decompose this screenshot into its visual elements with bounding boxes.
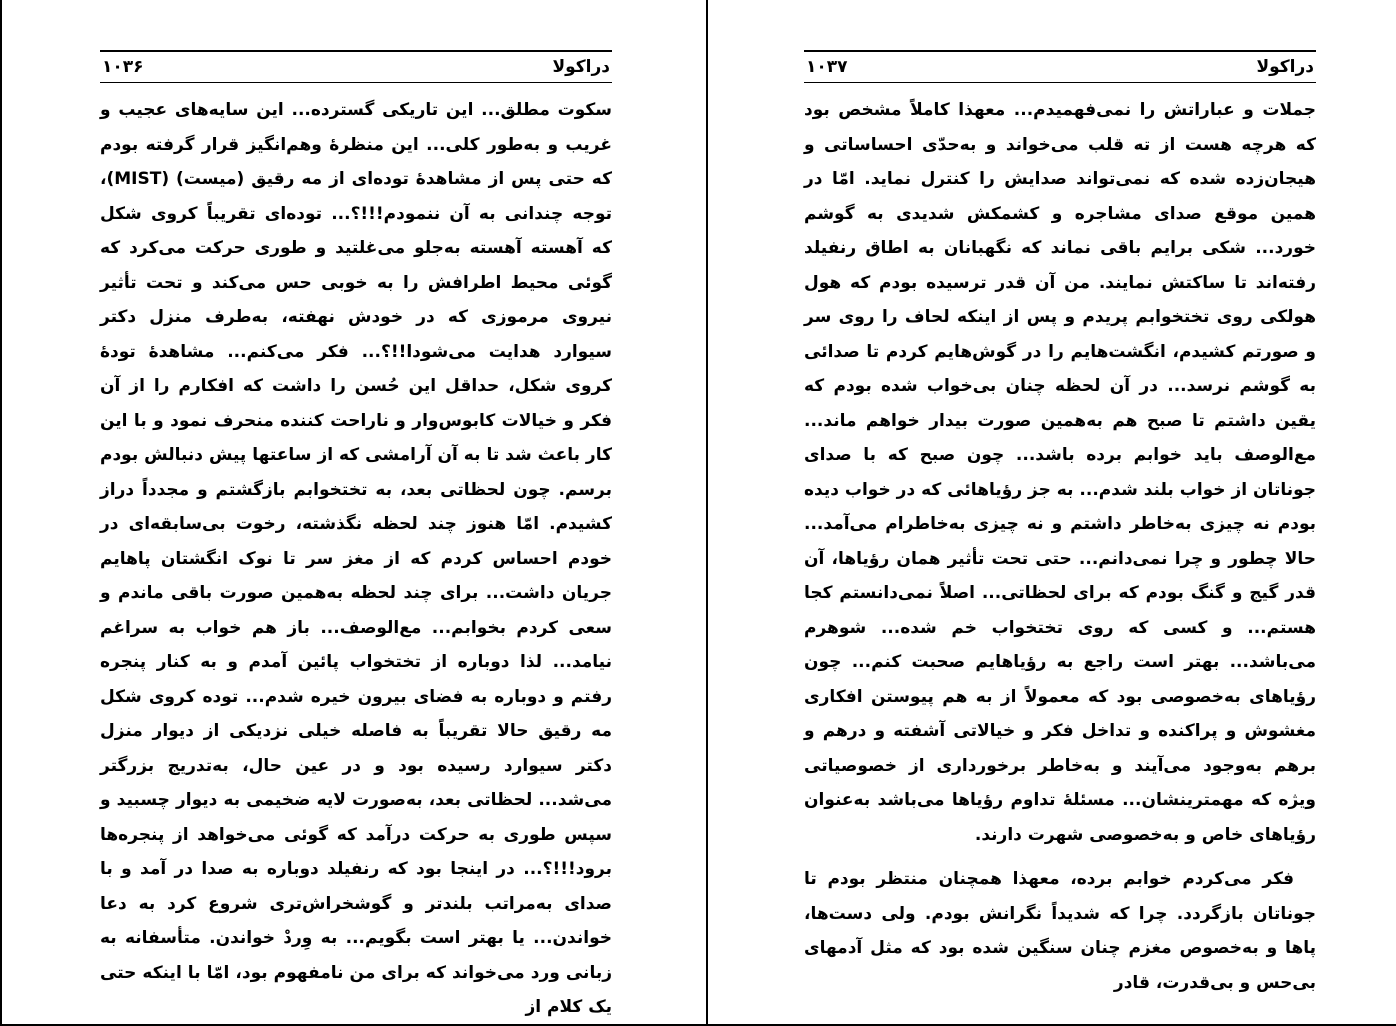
right-page-paragraph-2: فکر می‌کردم خوابم برده، معهذا همچنان منتظر بودم تا جوناتان بازگردد. چرا که شدیداً نگرانش بودم. ولی دست‌ها، پاها و به‌خصوص مغزم چنان سنگین شده بود که مثل آدمهای بی‌حس و بی‌قدرت، قادر [804, 869, 1316, 993]
right-page [804, 50, 1316, 1000]
right-page-number: ۱۰۳۷ [806, 57, 848, 77]
right-page-paragraph-1: جملات و عباراتش را نمی‌فهمیدم... معهذا کاملاً مشخص بود که هرچه هست از ته قلب می‌خواند و به‌حدّی احساساتی و هیجان‌زده شده که نمی‌تواند صدایش را کنترل نماید. امّا در همین موقع صدای مشاجره و کشمکش شدیدی به گوشم خورد... شکی برایم باقی نماند که نگهبانان به اطاق رنفیلد رفته‌اند تا ساکتش نمایند. من آن قدر ترسیده بودم که هول هولکی روی تختخوابم پریدم و پس از اینکه لحاف را روی سر و صورتم کشیدم، انگشت‌هایم را در گوش‌هایم کردم تا صدائی به گوشم نرسد... در آن لحظه چنان بی‌خواب شده بودم که یقین داشتم تا صبح هم به‌همین صورت بیدار خواهم ماند... مع‌الوصف باید خوابم برده باشد... چون صبح که با صدای جوناتان از خواب بلند شدم... به جز رؤیاهائی که در خواب دیده بودم نه چیزی به‌خاطر داشتم و نه چیزی به‌خاطرام می‌آمد... حالا چطور و چرا نمی‌دانم... حتی تحت تأثیر همان رؤیاها، آن قدر گیج و گنگ بودم که برای لحظاتی... اصلاً نمی‌دانستم کجا هستم... و کسی که روی تختخواب خم شده... شوهرم می‌باشد... بهتر است راجع به رؤیاهایم صحبت کنم... چون رؤیاهای به‌خصوصی بود که معمولاً از به هم پیوستن افکاری مغشوش و پراکنده و تداخل فکر و خیالاتی آشفته و درهم و برهم به‌وجود می‌آیند و به‌خاطر برخورداری از خصوصیاتی ویژه که مهمترینشان... مسئلهٔ تداوم رؤیاها می‌باشد به‌عنوان رؤیاهای خاص و به‌خصوصی شهرت دارند. [804, 100, 1316, 845]
left-page-running-title: دراکولا [552, 57, 610, 77]
book-spine [706, 0, 708, 1026]
left-page-header [100, 50, 612, 83]
left-page-body [100, 93, 612, 1025]
right-page-body [804, 93, 1316, 1000]
left-page-number: ۱۰۳۶ [102, 57, 144, 77]
left-page-paragraph-1: سکوت مطلق... این تاریکی گسترده... این سایه‌های عجیب و غریب و به‌طور کلی... این منظرهٔ وهم‌انگیز قرار گرفته بودم که حتی پس از مشاهدهٔ توده‌ای از مه رقیق (میست) (MIST)، توجه چندانی به آن ننمودم!!!؟... توده‌ای تقریباً کروی شکل که آهسته آهسته به‌جلو می‌غلتید و طوری حرکت می‌کرد که گوئی محیط اطرافش را به خوبی حس می‌کند و تحت تأثیر نیروی مرموزی که در خودش نهفته، به‌طرف منزل دکتر سیوارد هدایت می‌شودا!!؟... فکر می‌کنم... مشاهدهٔ تودهٔ کروی شکل، حداقل این حُسن را داشت که افکارم را از آن فکر و خیالات کابوس‌وار و ناراحت کننده منحرف نمود و با این کار باعث شد تا به آن آرامشی که از ساعتها پیش دنبالش بودم برسم. چون لحظاتی بعد، به تختخوابم بازگشتم و مجدداً دراز کشیدم. امّا هنوز چند لحظه نگذشته، رخوت بی‌سابقه‌ای در خودم احساس کردم که از مغز سر تا نوک انگشتان پاهایم جریان داشت... برای چند لحظه به‌همین صورت باقی ماندم و سعی کردم بخوابم... مع‌الوصف... باز هم خواب به سراغم نیامد... لذا دوباره از تختخواب پائین آمدم و به کنار پنجره رفتم و دوباره به فضای بیرون خیره شدم... توده کروی شکل مه رقیق حالا تقریباً به فاصله خیلی نزدیکی از دیوار منزل دکتر سیوارد رسیده بود و در عین حال، به‌تدریج بزرگتر می‌شد... لحظاتی بعد، به‌صورت لایه ضخیمی به دیوار چسبید و سپس طوری به حرکت درآمد که گوئی می‌خواهد از پنجره‌ها برود!!!؟... در اینجا بود که رنفیلد دوباره به صدا در آمد و با صدای به‌مراتب بلندتر و گوشخراش‌تری شروع کرد به دعا خواندن... یا بهتر است بگویم... به وِردْ خواندن. متأسفانه به زبانی ورد می‌خواند که برای من نامفهوم بود، امّا با اینکه حتی یک کلام از [100, 100, 612, 1017]
right-page-running-title: دراکولا [1256, 57, 1314, 77]
right-page-header [804, 50, 1316, 83]
left-page [100, 50, 612, 1025]
page-edge-left [0, 0, 2, 1026]
